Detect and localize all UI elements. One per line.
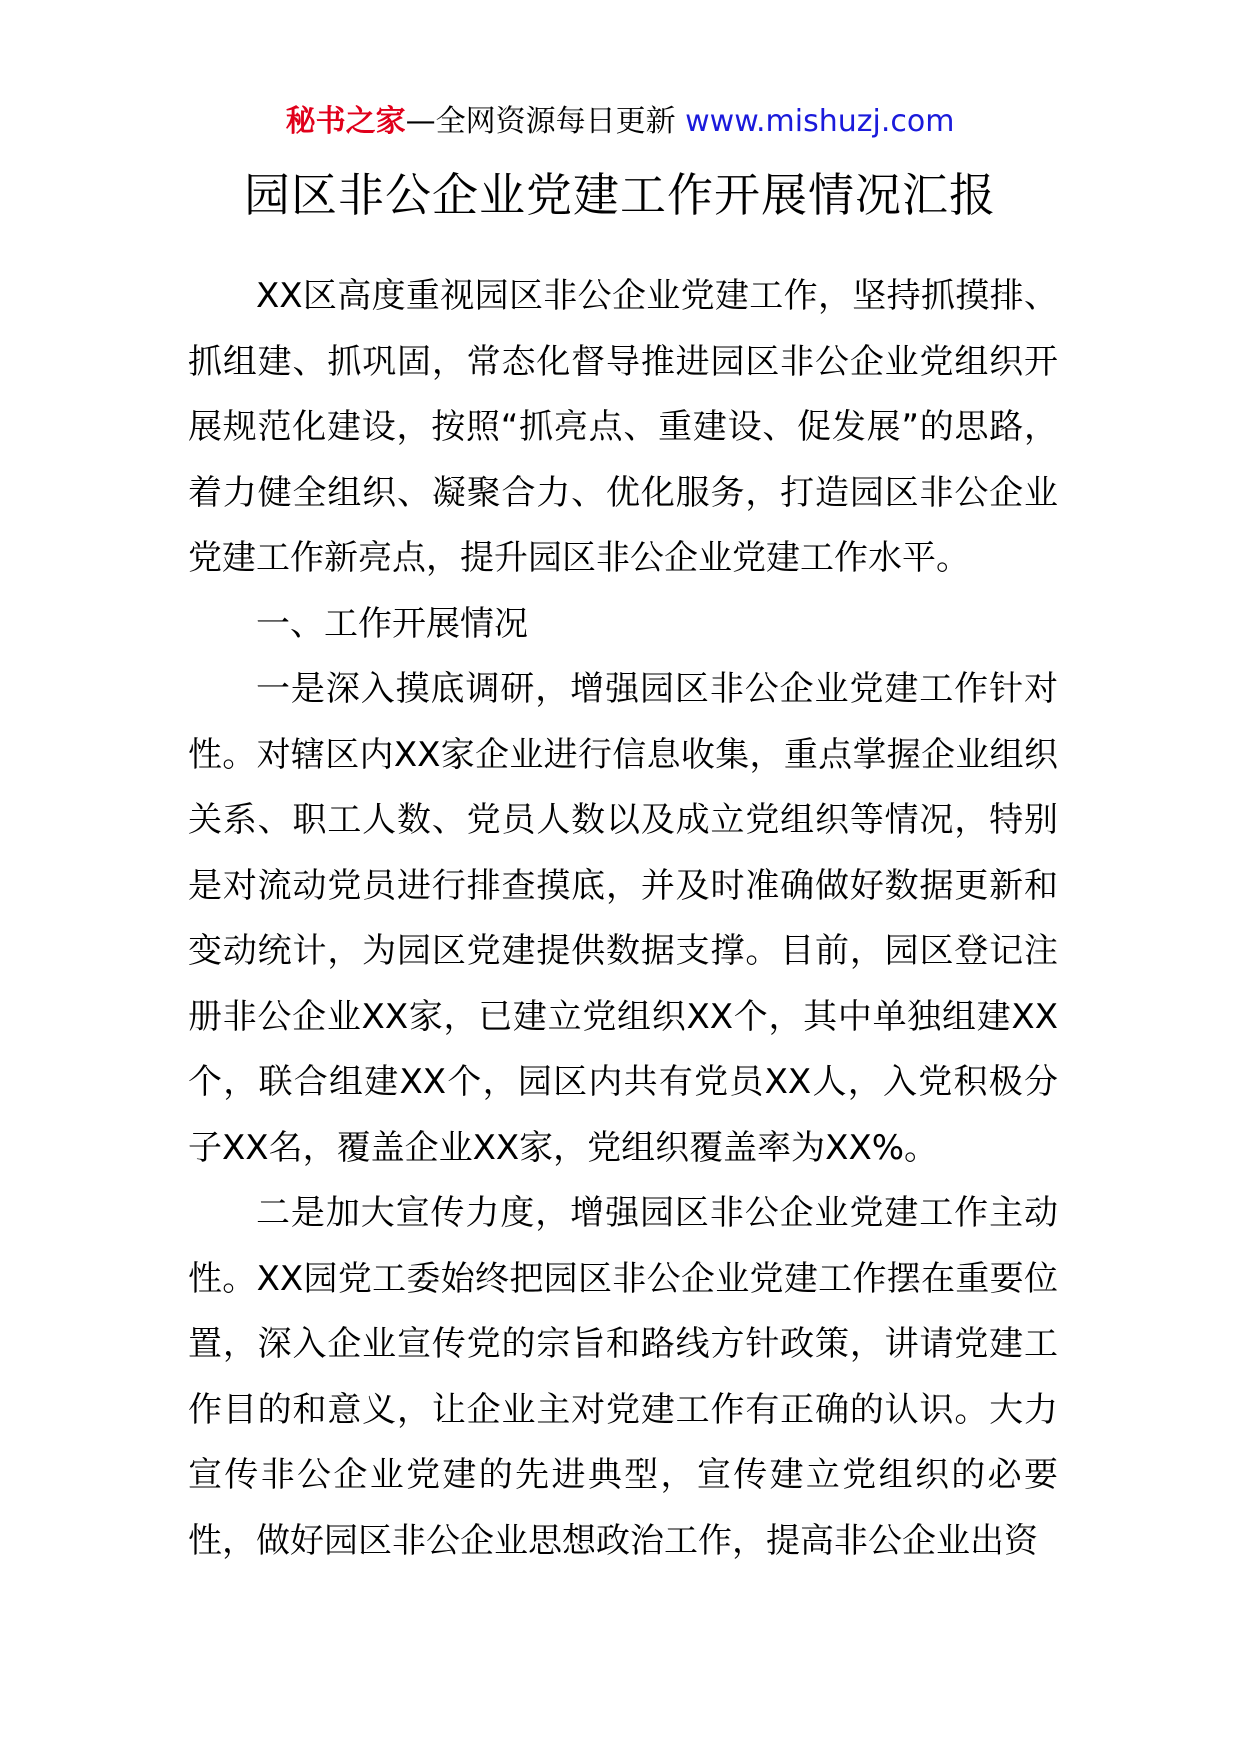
paragraph-point-one: 一是深入摸底调研，增强园区非公企业党建工作针对性。对辖区内XX家企业进行信息收集，重点掌握企业组织关系、职工人数、党员人数以及成立党组织等情况，特别是对流动党员进行排查摸底，并及时准确做好数据更新和变动统计，为园区党建提供数据支撑。目前，园区登记注册非公企业XX家，已建立党组织XX个，其中单独组建XX个，联合组建XX个，园区内共有党员XX人，入党积极分子XX名，覆盖企业XX家，党组织覆盖率为XX%。 (188, 669, 1058, 1168)
section-heading: 一、工作开展情况 (256, 603, 528, 644)
paragraph-point-two: 二是加大宣传力度，增强园区非公企业党建工作主动性。XX园党工委始终把园区非公企业党建工作摆在重要位置，深入企业宣传党的宗旨和路线方针政策，讲请党建工作目的和意义，让企业主对党建工作有正确的认识。大力宣传非公企业党建的先进典型，宣传建立党组织的必要性，做好园区非公企业思想政治工作，提高非公企业出资 (188, 1193, 1058, 1561)
document-title: 园区非公企业党建工作开展情况汇报 (244, 168, 996, 222)
header-slogan: —全网资源每日更新 (405, 104, 686, 139)
site-header (0, 100, 1240, 144)
intro-paragraph: XX区高度重视园区非公企业党建工作，坚持抓摸排、抓组建、抓巩固，常态化督导推进园区非公企业党组织开展规范化建设，按照“抓亮点、重建设、促发展”的思路，着力健全组织、凝聚合力、优化服务，打造园区非公企业党建工作新亮点，提升园区非公企业党建工作水平。 (188, 276, 1058, 578)
brand-name: 秘书之家 (285, 104, 406, 139)
site-url-link[interactable]: www.mishuzj.com (685, 104, 955, 139)
document-body (188, 264, 1058, 1574)
